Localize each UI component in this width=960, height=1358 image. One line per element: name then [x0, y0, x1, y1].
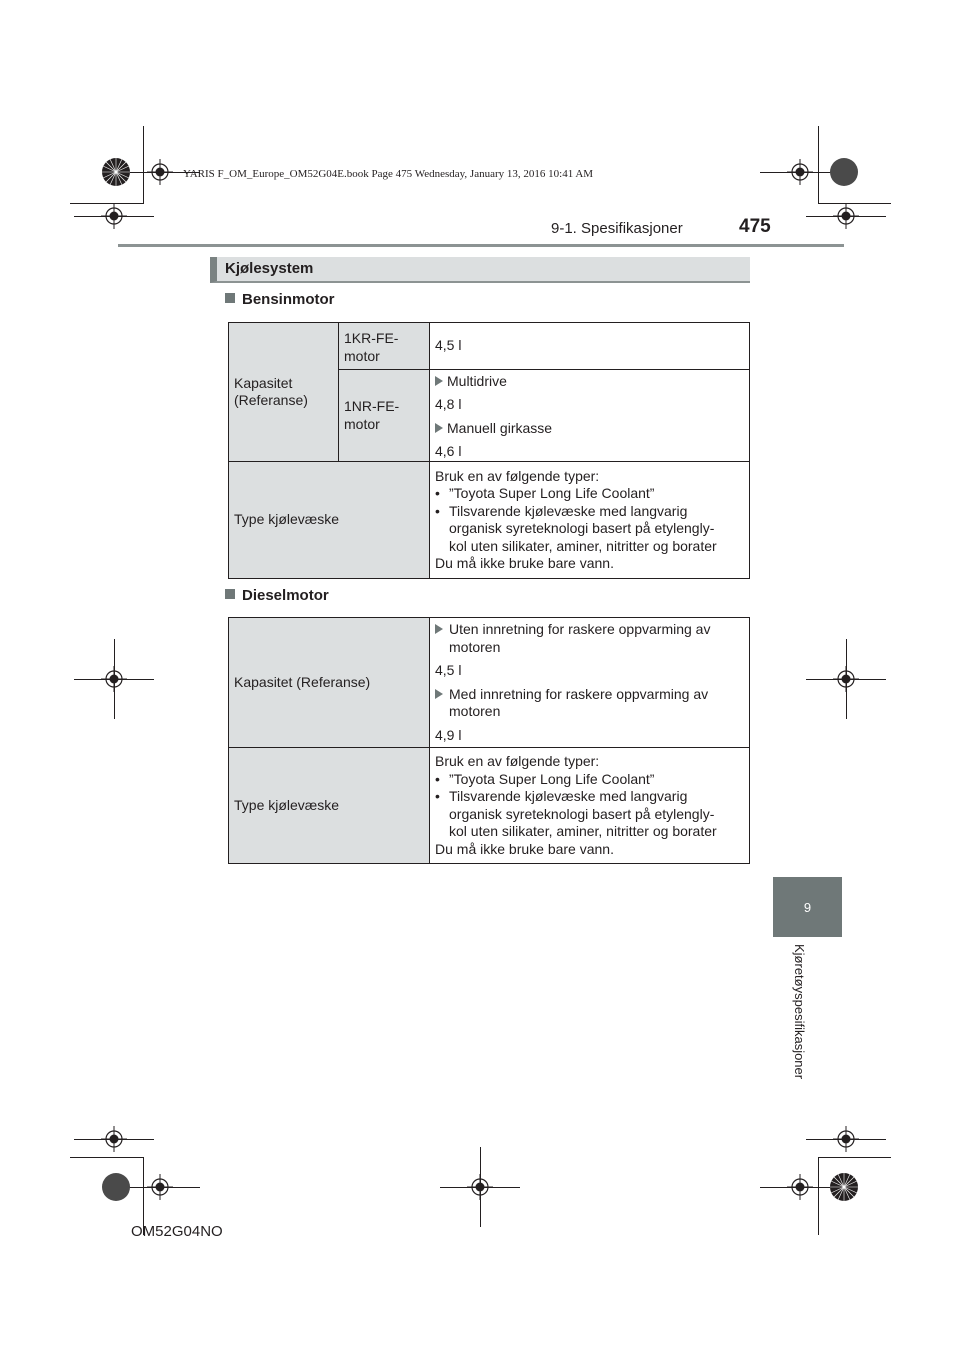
diesel-heading	[225, 587, 329, 604]
coolant-intro: Bruk en av følgende typer:	[435, 753, 600, 769]
table-row	[229, 748, 750, 864]
variant-value: 4,6 l	[435, 443, 462, 459]
print-file-header: YARIS F_OM_Europe_OM52G04E.book Page 475 Wednesday, January 13, 2016 10:41 AM	[183, 168, 594, 180]
variant-label-cont: motoren	[449, 703, 501, 719]
diesel-coolant-value: Bruk en av følgende typer: • ”Toyota Super Long Life Coolant” • Tilsvarende kjølevæske med langvarig organisk syreteknologi basert på etylengly- kol uten silikater, aminer, nitritter og borater Du må ikke bruke bare vann.	[430, 748, 750, 864]
diesel-spec-table	[228, 617, 750, 864]
diesel-coolant-label: Type kjølevæske	[229, 748, 430, 864]
table-row	[229, 618, 750, 748]
triangle-bullet-icon	[435, 376, 443, 386]
coolant-item: ”Toyota Super Long Life Coolant”	[449, 485, 655, 501]
footer-code: OM52G04NO	[131, 1223, 223, 1240]
diesel-capacity-label: Kapasitet (Referanse)	[229, 618, 430, 748]
section-title: Kjølesystem	[225, 260, 314, 277]
chapter-title: Kjøretøyspesifikasjoner	[792, 944, 807, 1080]
table-row	[229, 462, 750, 579]
coolant-item: Tilsvarende kjølevæske med langvarig	[449, 502, 688, 519]
coolant-note: Du må ikke bruke bare vann.	[435, 840, 614, 857]
triangle-bullet-icon	[435, 689, 443, 699]
petrol-spec-table	[228, 322, 750, 579]
coolant-intro: Bruk en av følgende typer:	[435, 467, 600, 484]
triangle-bullet-icon	[435, 423, 443, 433]
petrol-coolant-value: Bruk en av følgende typer: • ”Toyota Super Long Life Coolant” • Tilsvarende kjølevæske med langvarig organisk syreteknologi basert på etylengly- kol uten silikater, aminer, nitritter og borater Du må ikke bruke bare vann.	[430, 462, 750, 579]
color-rosette-icon	[101, 157, 131, 187]
section-title-bar	[210, 257, 750, 283]
petrol-engine2: 1NR-FE-motor	[339, 370, 430, 462]
coolant-item-cont: organisk syreteknologi basert på etylengly-	[449, 805, 715, 822]
triangle-bullet-icon	[435, 624, 443, 634]
chapter-tab	[773, 877, 842, 937]
variant-label: Med innretning for raskere oppvarming av	[449, 685, 709, 702]
coolant-note: Du må ikke bruke bare vann.	[435, 555, 614, 571]
diesel-capacity-values	[430, 618, 750, 748]
color-rosette-icon	[101, 1172, 131, 1202]
chapter-number: 9	[803, 899, 812, 915]
coolant-item: Tilsvarende kjølevæske med langvarig	[449, 788, 688, 804]
variant-value: 4,8 l	[435, 396, 462, 412]
coolant-item: ”Toyota Super Long Life Coolant”	[449, 770, 655, 787]
variant-value: 4,5 l	[435, 662, 462, 678]
petrol-engine2-values	[430, 370, 750, 462]
petrol-capacity-label: Kapasitet (Referanse)	[229, 323, 339, 462]
petrol-heading	[225, 291, 335, 308]
color-rosette-icon	[829, 1172, 859, 1202]
square-bullet-icon	[225, 589, 235, 599]
section-header: 9-1. Spesifikasjoner	[551, 220, 683, 237]
coolant-item-cont: organisk syreteknologi basert på etylengly-	[449, 520, 715, 536]
color-rosette-icon	[829, 157, 859, 187]
page-number: 475	[739, 216, 771, 237]
variant-label: Uten innretning for raskere oppvarming av	[449, 621, 711, 637]
table-row	[229, 323, 750, 370]
diesel-heading-text: Dieselmotor	[242, 587, 329, 604]
petrol-engine1-value: 4,5 l	[430, 323, 750, 370]
variant-value: 4,9 l	[435, 726, 462, 743]
header-rule	[118, 244, 844, 247]
petrol-coolant-label: Type kjølevæske	[229, 462, 430, 579]
coolant-item-cont: kol uten silikater, aminer, nitritter og borater	[449, 823, 717, 839]
petrol-engine1: 1KR-FE-motor	[339, 323, 430, 370]
variant-label-cont: motoren	[449, 638, 501, 655]
variant-label: Multidrive	[447, 372, 507, 389]
petrol-heading-text: Bensinmotor	[242, 291, 335, 308]
variant-label: Manuell girkasse	[447, 419, 553, 436]
square-bullet-icon	[225, 293, 235, 303]
coolant-item-cont: kol uten silikater, aminer, nitritter og borater	[449, 537, 717, 554]
